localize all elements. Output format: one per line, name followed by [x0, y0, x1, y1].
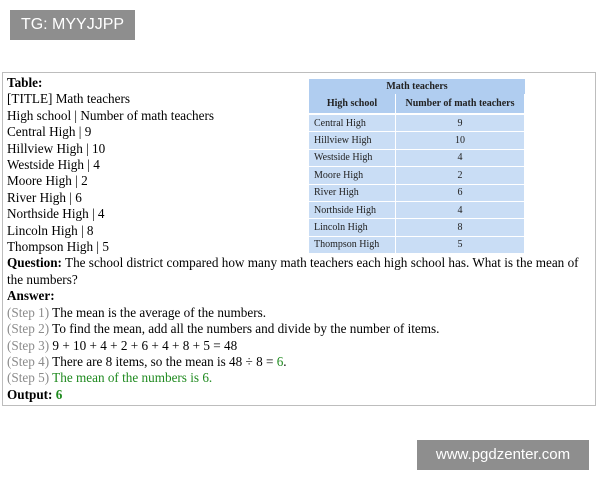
table-row	[309, 132, 525, 149]
table-row	[309, 184, 525, 201]
step-text: The mean is the average of the numbers.	[49, 304, 267, 320]
data-line: Hillview High | 10	[7, 140, 106, 156]
table-header-row	[309, 94, 525, 114]
table-row	[309, 114, 525, 132]
output-label: Output:	[7, 386, 53, 402]
watermark: www.pgdzenter.com	[417, 440, 589, 470]
step-text: To find the mean, add all the numbers and divide by the number of items.	[49, 321, 440, 337]
table-row	[309, 219, 525, 236]
table-row	[309, 201, 525, 218]
count-cell: 10	[396, 132, 525, 149]
data-line: Northside High | 4	[7, 206, 105, 222]
step-label: (Step 4)	[7, 353, 50, 369]
count-cell: 2	[396, 167, 525, 184]
step-label: (Step 2)	[7, 321, 50, 337]
data-line: Westside High | 4	[7, 157, 100, 173]
step-label: (Step 3)	[7, 337, 50, 353]
question-label: Question:	[7, 255, 62, 271]
title-line: [TITLE] Math teachers	[7, 91, 131, 107]
step-label: (Step 1)	[7, 304, 50, 320]
step-3	[7, 338, 593, 354]
data-line: Thompson High | 5	[7, 239, 109, 255]
question-text: The school district compared how many math teachers each high school has. What is the mean of the numbers?	[7, 255, 579, 287]
step-4	[7, 354, 593, 370]
step-text: The mean of the numbers is 6.	[49, 370, 213, 386]
step-2	[7, 321, 593, 337]
count-cell: 5	[396, 236, 525, 253]
question	[7, 255, 593, 288]
count-cell: 4	[396, 201, 525, 218]
count-cell: 6	[396, 184, 525, 201]
step-text: 9 + 10 + 4 + 2 + 6 + 4 + 8 + 5 = 48	[49, 337, 238, 353]
tg-tag: TG: MYYJJPP	[10, 10, 135, 40]
school-cell: Moore High	[309, 167, 396, 184]
column-header: High school	[309, 94, 396, 114]
output-value: 6	[55, 386, 63, 402]
data-line: River High | 6	[7, 189, 82, 205]
school-cell: River High	[309, 184, 396, 201]
output	[7, 387, 593, 403]
problem-panel	[2, 72, 596, 406]
data-line: Central High | 9	[7, 124, 92, 140]
math-teachers-table	[309, 79, 525, 254]
table-caption: Math teachers	[309, 79, 525, 94]
school-cell: Central High	[309, 114, 396, 132]
school-cell: Hillview High	[309, 132, 396, 149]
column-header: Number of math teachers	[396, 94, 525, 114]
table-row	[309, 236, 525, 253]
data-line: Lincoln High | 8	[7, 222, 94, 238]
count-cell: 9	[396, 114, 525, 132]
count-cell: 8	[396, 219, 525, 236]
table-heading: Table:	[7, 75, 43, 90]
data-line: Moore High | 2	[7, 173, 88, 189]
step-5	[7, 370, 593, 386]
count-cell: 4	[396, 149, 525, 166]
answer-label: Answer:	[7, 288, 55, 304]
table-row	[309, 149, 525, 166]
step-1	[7, 305, 593, 321]
table-row	[309, 167, 525, 184]
step-label: (Step 5)	[7, 370, 50, 386]
school-cell: Lincoln High	[309, 219, 396, 236]
step-highlight: 6	[276, 353, 284, 369]
header-line: High school | Number of math teachers	[7, 107, 214, 123]
step-tail: .	[283, 353, 287, 369]
school-cell: Westside High	[309, 149, 396, 166]
school-cell: Northside High	[309, 201, 396, 218]
step-text: There are 8 items, so the mean is 48 ÷ 8 =	[49, 353, 277, 369]
school-cell: Thompson High	[309, 236, 396, 253]
